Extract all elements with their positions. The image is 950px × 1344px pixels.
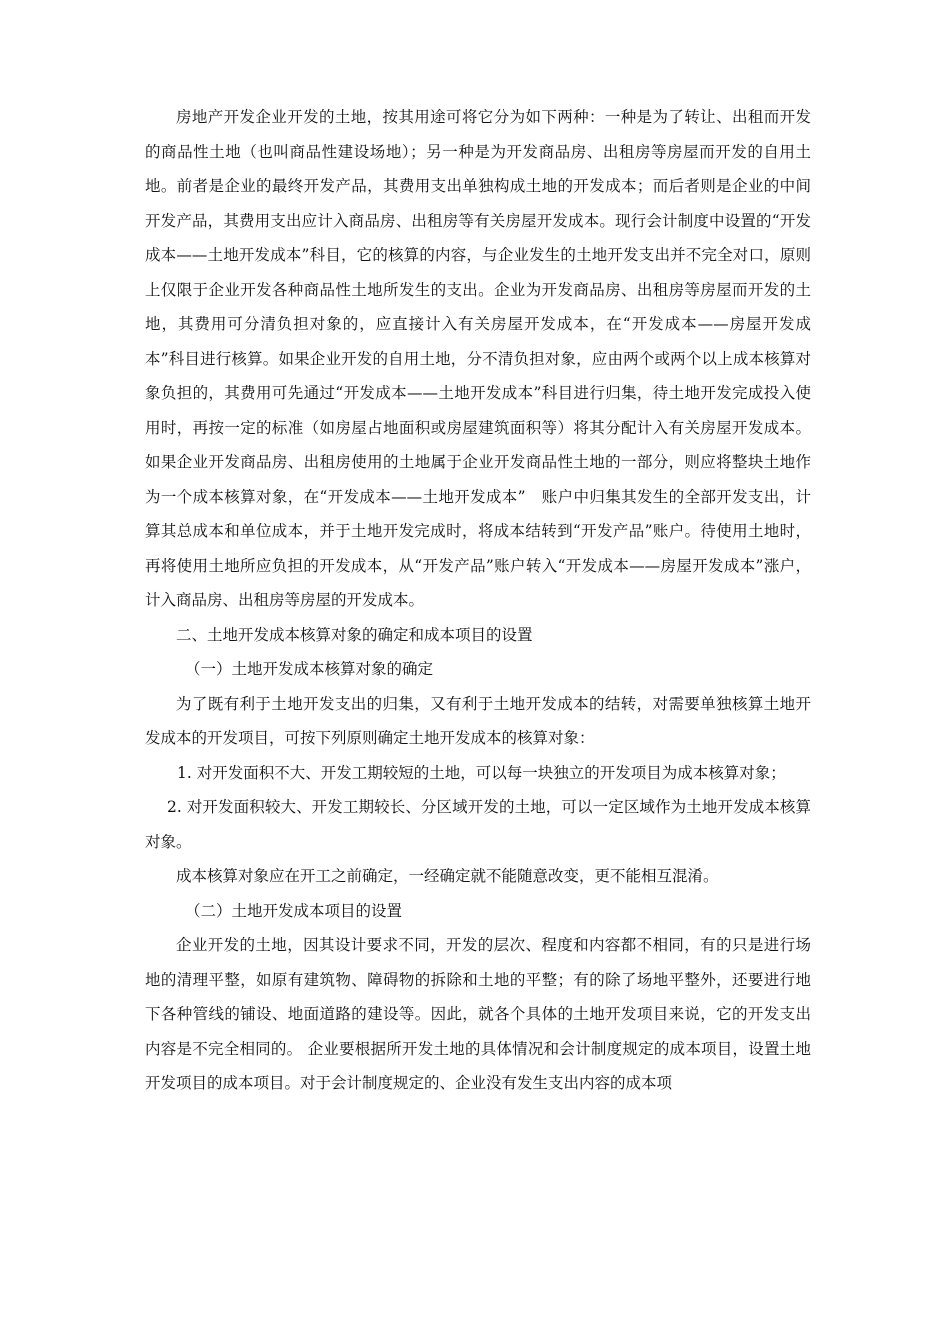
paragraph-cost-object-fixed: 成本核算对象应在开工之前确定，一经确定就不能随意改变，更不能相互混淆。 (176, 867, 719, 885)
subsection-heading-1: （一）土地开发成本核算对象的确定 (185, 660, 434, 678)
document-body (145, 100, 811, 1101)
paragraph-land-development-overview: 房地产开发企业开发的土地，按其用途可将它分为如下两种：一种是为了转让、出租而开发的商品性土地（也叫商品性建设场地）；另一种是为开发商品房、出租房等房屋而开发的自用土地。前者是企业的最终开发产品，其费用支出单独构成土地的开发成本；而后者则是企业的中间开发产品，其费用支出应计入商品房、出租房等有关房屋开发成本。现行会计制度中设置的“开发成本——土地开发成本”科目，它的核算的内容，与企业发生的土地开发支出并不完全对口，原则上仅限于企业开发各种商品性土地所发生的支出。企业为开发商品房、出租房等房屋而开发的土地，其费用可分清负担对象的，应直接计入有关房屋开发成本，在“开发成本——房屋开发成本”科目进行核算。如果企业开发的自用土地，分不清负担对象，应由两个或两个以上成本核算对象负担的，其费用可先通过“开发成本——土地开发成本”科目进行归集，待土地开发完成投入使用时，再按一定的标准（如房屋占地面积或房屋建筑面积等）将其分配计入有关房屋开发成本。如果企业开发商品房、出租房使用的土地属于企业开发商品性土地的一部分，则应将整块土地作为一个成本核算对象，在“开发成本——土地开发成本” 账户中归集其发生的全部开发支出，计算其总成本和单位成本，并于土地开发完成时，将成本结转到“开发产品”账户。待使用土地时，再将使用土地所应负担的开发成本，从“开发产品”账户转入“开发成本——房屋开发成本”涨户，计入商品房、出租房等房屋的开发成本。 (145, 108, 811, 609)
subsection-heading-2: （二）土地开发成本项目的设置 (185, 901, 403, 920)
paragraph-cost-object-principles: 为了既有利于土地开发支出的归集，又有利于土地开发成本的结转，对需要单独核算土地开发成本的开发项目，可按下列原则确定土地开发成本的核算对象： (145, 694, 811, 747)
paragraph-cost-items: 企业开发的土地，因其设计要求不同，开发的层次、程度和内容都不相同，有的只是进行场地的清理平整，如原有建筑物、障碍物的拆除和土地的平整；有的除了场地平整外，还要进行地下各种管线的铺设、地面道路的建设等。因此，就各个具体的土地开发项目来说，它的开发支出内容是不完全相同的。 企业要根据所开发土地的具体情况和会计制度规定的成本项目，设置土地开发项目的成本项目。对于会计制度规定的、企业没有发生支出内容的成本项 (145, 936, 811, 1092)
section-heading-2: 二、土地开发成本核算对象的确定和成本项目的设置 (176, 625, 533, 644)
list-item-1: 1. 对开发面积不大、开发工期较短的土地，可以每一块独立的开发项目为成本核算对象； (177, 763, 786, 782)
list-item-2: 2. 对开发面积较大、开发工期较长、分区域开发的土地，可以一定区域作为土地开发成本核算对象。 (145, 798, 811, 851)
